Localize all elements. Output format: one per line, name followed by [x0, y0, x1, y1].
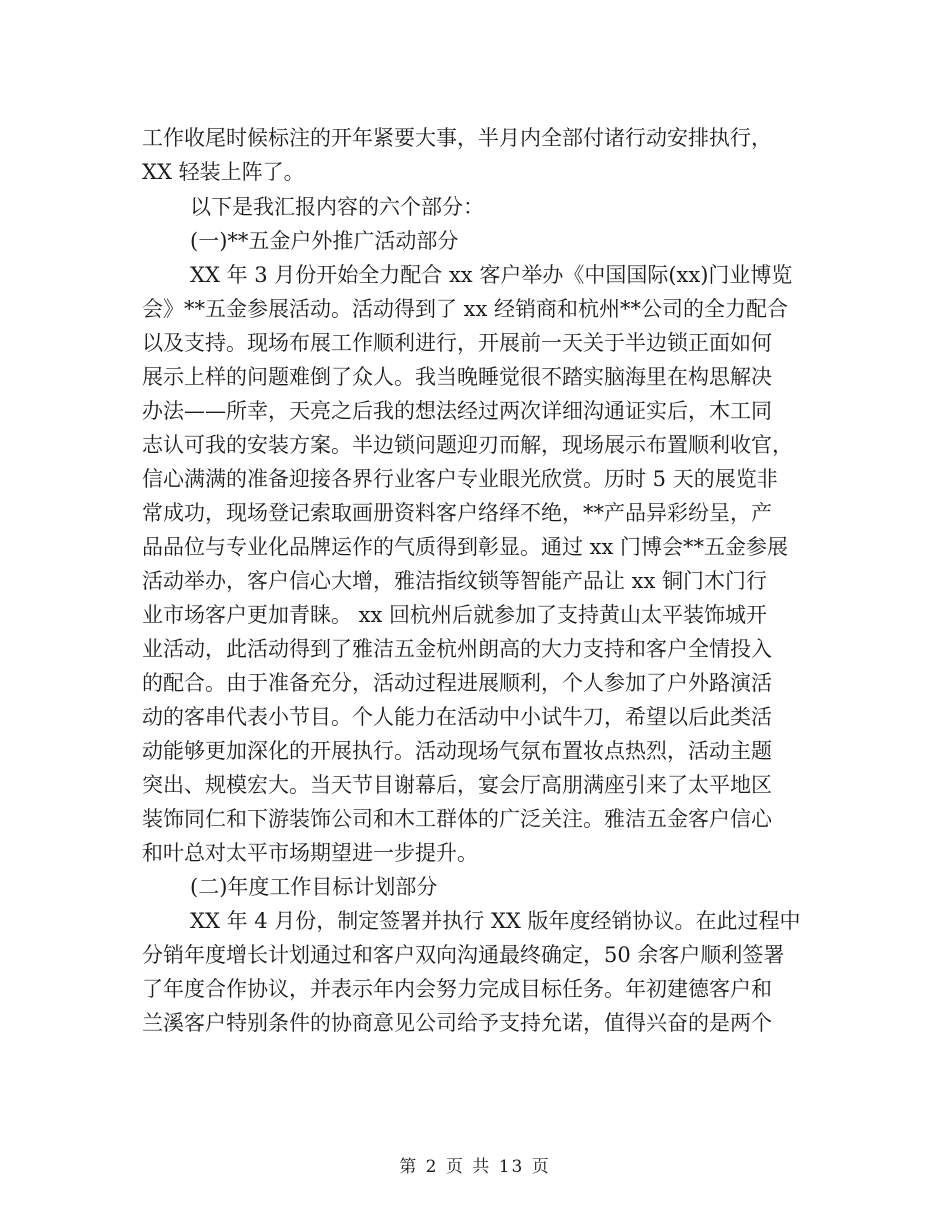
- page-footer: 第 2 页 共 13 页: [399, 1157, 551, 1177]
- text-line: 办法——所幸，天亮之后我的想法经过两次详细沟通证实后，木工同: [142, 399, 772, 423]
- text-line: XX 年 3 月份开始全力配合 xx 客户举办《中国国际(xx)门业博览: [190, 263, 793, 287]
- text-line: XX 轻装上阵了。: [142, 160, 305, 184]
- text-line: 突出、规模宏大。当天节目谢幕后，宴会厅高朋满座引来了太平地区: [142, 773, 772, 797]
- text-line: 业活动，此活动得到了雅洁五金杭州朗高的大力支持和客户全情投入: [142, 637, 772, 661]
- text-line: 志认可我的安装方案。半边锁问题迎刃而解，现场展示布置顺利收官，: [142, 433, 793, 457]
- text-line: (一)**五金户外推广活动部分: [190, 229, 459, 253]
- text-line: 了年度合作协议，并表示年内会努力完成目标任务。年初建德客户和: [142, 977, 772, 1001]
- text-line: 业市场客户更加青睐。 xx 回杭州后就参加了支持黄山太平装饰城开: [142, 603, 768, 627]
- text-line: 装饰同仁和下游装饰公司和木工群体的广泛关注。雅洁五金客户信心: [142, 807, 772, 831]
- text-line: 以及支持。现场布展工作顺利进行，开展前一天关于半边锁正面如何: [142, 331, 772, 355]
- text-line: (二)年度工作目标计划部分: [190, 875, 438, 899]
- text-line: 动能够更加深化的开展执行。活动现场气氛布置妆点热烈，活动主题: [142, 739, 772, 763]
- text-line: XX 年 4 月份，制定签署并执行 XX 版年度经销协议。在此过程中: [190, 909, 801, 933]
- text-line: 兰溪客户特别条件的协商意见公司给予支持允诺，值得兴奋的是两个: [142, 1011, 772, 1035]
- text-line: 展示上样的问题难倒了众人。我当晚睡觉很不踏实脑海里在构思解决: [142, 365, 772, 389]
- text-line: 和叶总对太平市场期望进一步提升。: [142, 841, 478, 865]
- text-line: 工作收尾时候标注的开年紧要大事，半月内全部付诸行动安排执行，: [142, 126, 772, 150]
- text-line: 常成功，现场登记索取画册资料客户络绎不绝，**产品异彩纷呈，产: [142, 501, 772, 525]
- text-line: 活动举办，客户信心大增，雅洁指纹锁等智能产品让 xx 铜门木门行: [142, 569, 768, 593]
- text-line: 品品位与专业化品牌运作的气质得到彰显。通过 xx 门博会**五金参展: [142, 535, 789, 559]
- text-line: 会》**五金参展活动。活动得到了 xx 经销商和杭州**公司的全力配合: [142, 297, 789, 321]
- text-line: 以下是我汇报内容的六个部分：: [190, 195, 484, 219]
- text-line: 分销年度增长计划通过和客户双向沟通最终确定，50 余客户顺利签署: [142, 943, 785, 967]
- text-line: 的配合。由于准备充分，活动过程进展顺利，个人参加了户外路演活: [142, 671, 772, 695]
- text-line: 动的客串代表小节目。个人能力在活动中小试牛刀，希望以后此类活: [142, 705, 772, 729]
- text-line: 信心满满的准备迎接各界行业客户专业眼光欣赏。历时 5 天的展览非: [142, 467, 778, 491]
